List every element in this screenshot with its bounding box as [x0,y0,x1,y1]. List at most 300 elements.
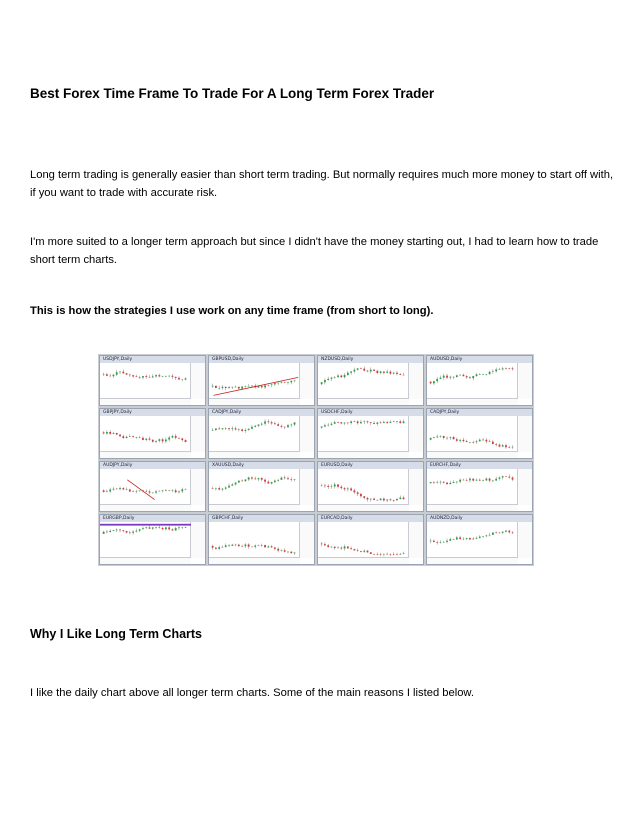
chart-thumbnail [317,355,424,406]
candle-body [340,548,342,549]
candle-body [324,425,326,426]
candle-body [482,440,484,441]
candle-body [284,478,286,479]
candle-body [482,374,484,375]
candle-body [440,436,442,437]
candle-body [119,530,121,531]
candle-body [261,478,263,480]
candle-body [476,538,478,539]
candle-body [162,490,164,491]
chart-thumbnail-title: AUDNZD,Daily [427,515,532,522]
candle-body [235,545,237,546]
candle-body [386,554,388,555]
candle-body [502,476,504,477]
candle-body [472,376,474,378]
trend-line [127,480,154,500]
candle-body [399,421,401,423]
candle-body [367,498,369,500]
candle-body [353,421,355,422]
candle-body [337,484,339,486]
candle-body [396,499,398,500]
candle-body [185,440,187,442]
candle-body [433,381,435,383]
candle-body [393,421,395,422]
candle-body [340,376,342,378]
chart-price-scale [299,416,314,452]
candle-body [344,375,346,377]
chart-thumbnail [99,461,206,512]
chart-thumbnail [99,408,206,459]
candle-body [218,547,220,549]
candle-body [334,547,336,548]
chart-time-axis [209,398,300,405]
chart-thumbnail-title: EURUSD,Daily [318,462,423,469]
candle-body [238,387,240,389]
candle-body [168,438,170,440]
candlestick-chart [209,416,300,452]
candle-body [363,551,365,552]
candle-body [152,440,154,442]
candle-body [294,422,296,424]
candle-body [350,371,352,372]
candle-body [472,539,474,540]
candle-body [172,529,174,530]
candle-body [244,386,246,387]
candle-body [119,372,121,373]
candle-body [274,383,276,384]
candle-body [228,545,230,546]
candle-body [353,490,355,492]
candle-body [327,379,329,380]
candlestick-chart [318,416,409,452]
candle-body [436,379,438,381]
candle-body [135,437,137,438]
candle-body [350,488,352,490]
candle-body [499,533,501,534]
candle-body [321,486,323,487]
chart-thumbnail-title: GBPUSD,Daily [209,356,314,363]
candle-body [376,500,378,501]
candle-body [505,368,507,369]
chart-time-axis [209,557,300,564]
candle-body [231,387,233,388]
candle-body [168,527,170,529]
candle-body [122,436,124,438]
candle-body [172,376,174,377]
candle-body [116,372,118,374]
trend-line [214,377,299,395]
candlestick-chart [318,469,409,505]
candle-body [215,488,217,489]
candle-body [238,429,240,430]
candle-body [294,479,296,480]
candle-body [383,422,385,423]
candle-body [327,425,329,426]
candle-body [495,479,497,481]
candle-body [469,377,471,378]
candle-body [287,382,289,383]
chart-price-scale [190,522,205,558]
chart-price-scale [299,363,314,399]
candle-body [261,545,263,546]
candle-body [126,373,128,374]
candle-body [132,532,134,533]
candle-body [370,552,372,554]
chart-price-scale [517,416,532,452]
candle-body [403,375,405,376]
candle-body [281,478,283,480]
chart-price-scale [190,469,205,505]
chart-thumbnail-title: CADJPY,Daily [427,409,532,416]
paragraph-daily-chart: I like the daily chart above all longer term charts. Some of the main reasons I listed below. [30,687,474,699]
candle-body [281,550,283,551]
candle-body [142,528,144,529]
candle-body [274,423,276,424]
candle-body [158,491,160,492]
candle-body [446,438,448,439]
chart-price-scale [408,416,423,452]
chart-time-axis [318,504,409,511]
candle-body [485,535,487,536]
candle-body [258,478,260,479]
candle-body [344,423,346,424]
paragraph-strategy-note: This is how the strategies I use work on any time frame (from short to long). [30,305,434,317]
candle-body [264,385,266,387]
candle-body [370,499,372,500]
candle-body [403,553,405,554]
candle-body [284,427,286,428]
candle-body [456,482,458,483]
candle-body [492,481,494,482]
candle-body [235,483,237,485]
candle-body [271,546,273,547]
candle-body [376,423,378,424]
candle-body [185,378,187,379]
chart-time-axis [100,451,191,458]
candle-body [367,421,369,422]
candle-body [103,490,105,492]
candle-body [155,527,157,528]
candle-body [462,375,464,376]
candle-body [373,499,375,500]
candle-body [142,438,144,440]
candlestick-chart [209,469,300,505]
chart-thumbnail [208,514,315,565]
candle-body [370,422,372,423]
candle-body [357,492,359,494]
candle-body [152,493,154,494]
candle-body [393,554,395,555]
candle-body [113,433,115,434]
candle-body [248,477,250,479]
candle-body [373,370,375,371]
candle-body [132,491,134,492]
candle-body [462,440,464,441]
candle-body [472,442,474,443]
candle-body [175,490,177,492]
candle-body [290,552,292,554]
candle-body [459,480,461,482]
candle-body [436,437,438,438]
candle-body [459,440,461,441]
chart-time-axis [427,557,518,564]
chart-thumbnail-title: USDCHF,Daily [318,409,423,416]
candle-body [446,376,448,378]
candle-body [390,422,392,423]
candle-body [277,383,279,384]
candle-body [357,550,359,551]
candle-body [505,445,507,447]
candle-body [103,374,105,375]
chart-thumbnail [317,408,424,459]
candle-body [459,537,461,539]
candle-body [222,547,224,548]
candle-body [172,490,174,491]
candle-body [129,533,131,534]
candle-body [327,545,329,547]
candle-body [135,376,137,377]
candle-body [231,428,233,429]
candle-body [403,498,405,500]
candle-body [440,378,442,379]
candle-body [254,545,256,546]
candle-body [376,554,378,555]
candle-body [466,376,468,377]
candle-body [337,422,339,423]
candle-body [155,375,157,376]
candle-body [267,546,269,547]
chart-time-axis [427,398,518,405]
candle-body [106,374,108,375]
candle-body [363,369,365,371]
candle-body [489,441,491,442]
candle-body [347,423,349,424]
candle-body [505,531,507,532]
candle-body [168,491,170,492]
paragraph-intro: Long term trading is generally easier than short term trading. But normally requires much more money to start off with, if you want to trade with accurate risk. [30,169,614,199]
candle-body [132,436,134,437]
candle-body [271,422,273,423]
candle-body [321,426,323,427]
chart-price-scale [190,416,205,452]
candle-body [449,539,451,541]
candle-body [337,376,339,378]
candle-body [347,373,349,375]
candlestick-chart [427,363,518,399]
candle-body [152,376,154,377]
candle-body [512,532,514,533]
candle-body [122,372,124,374]
candle-body [399,374,401,375]
candle-body [181,527,183,528]
candle-body [294,552,296,553]
candle-body [149,377,151,378]
candle-body [165,440,167,442]
candle-body [231,484,233,485]
candle-body [212,430,214,431]
candle-body [403,421,405,423]
candle-body [433,437,435,438]
candle-body [499,369,501,370]
candle-body [512,478,514,480]
candle-body [103,532,105,534]
candle-body [277,480,279,481]
candle-body [129,436,131,437]
resistance-band [100,524,191,526]
candle-body [155,441,157,442]
candle-body [267,421,269,422]
candle-body [499,445,501,447]
candle-body [334,422,336,424]
candle-body [287,552,289,553]
chart-thumbnail [208,461,315,512]
candle-body [228,486,230,488]
chart-price-scale [408,363,423,399]
candle-body [373,423,375,424]
candle-body [158,375,160,376]
candle-body [251,547,253,548]
candle-body [248,544,250,546]
candle-body [357,368,359,369]
chart-time-axis [100,504,191,511]
candlestick-chart [100,363,191,399]
candle-body [512,447,514,448]
candle-body [495,533,497,534]
candle-body [363,421,365,422]
candle-body [485,374,487,375]
candle-body [479,537,481,538]
candle-body [113,530,115,531]
candle-body [446,483,448,485]
candle-body [390,554,392,555]
candle-body [178,491,180,492]
candle-body [106,432,108,433]
candlestick-chart [427,416,518,452]
candlestick-chart [427,522,518,558]
candle-body [324,486,326,487]
candle-body [231,545,233,546]
candle-body [228,428,230,429]
candle-body [175,436,177,438]
document-title: Best Forex Time Frame To Trade For A Long Term Forex Trader [30,86,435,101]
chart-time-axis [100,398,191,405]
candle-body [492,442,494,444]
candle-body [225,387,227,388]
candle-body [479,374,481,375]
candle-body [116,489,118,490]
candle-body [181,489,183,491]
candle-body [453,377,455,378]
candle-body [155,491,157,492]
chart-time-axis [427,504,518,511]
candle-body [267,482,269,484]
candle-body [367,551,369,553]
candle-body [126,437,128,438]
candle-body [254,479,256,480]
chart-thumbnail [426,408,533,459]
candle-body [145,376,147,377]
chart-thumbnail-title: CADJPY,Daily [209,409,314,416]
chart-thumbnail-title: XAUUSD,Daily [209,462,314,469]
candle-body [145,527,147,528]
candle-body [281,426,283,427]
chart-time-axis [100,557,191,564]
candle-body [139,529,141,530]
candle-body [449,483,451,484]
candle-body [185,527,187,528]
candle-body [383,554,385,555]
chart-grid-image [98,354,534,566]
candle-body [103,432,105,433]
candle-body [165,527,167,529]
candle-body [264,421,266,423]
section-heading: Why I Like Long Term Charts [30,627,203,641]
candle-body [254,426,256,427]
chart-time-axis [318,557,409,564]
candle-body [165,376,167,377]
candle-body [340,422,342,423]
candle-body [347,546,349,548]
candle-body [178,378,180,380]
candle-body [449,377,451,378]
candle-body [456,537,458,539]
candle-body [430,382,432,384]
candle-body [456,375,458,377]
candle-body [244,544,246,546]
candle-body [380,371,382,372]
candle-body [443,376,445,378]
candle-body [106,491,108,492]
candle-body [178,438,180,439]
chart-price-scale [299,469,314,505]
candlestick-chart [100,522,191,558]
candle-body [380,423,382,424]
candle-body [331,378,333,379]
chart-thumbnail [426,461,533,512]
candle-body [261,424,263,425]
candle-body [212,488,214,489]
chart-thumbnail-title: EURCHF,Daily [427,462,532,469]
candle-body [396,373,398,374]
chart-thumbnail-title: EURCAD,Daily [318,515,423,522]
candle-body [396,421,398,422]
candle-body [139,438,141,439]
candle-body [222,387,224,388]
candle-body [181,439,183,441]
candle-body [106,532,108,533]
candle-body [502,368,504,369]
candle-body [350,421,352,423]
chart-thumbnail [208,355,315,406]
candle-body [334,377,336,378]
candle-body [248,386,250,387]
candle-body [290,381,292,382]
candle-body [430,541,432,542]
candle-body [502,532,504,533]
candle-body [212,386,214,387]
candlestick-chart [209,522,300,558]
candle-body [331,486,333,487]
chart-time-axis [209,504,300,511]
candle-body [218,429,220,430]
candle-body [264,480,266,482]
candle-body [162,439,164,441]
candle-body [489,535,491,536]
candle-body [225,488,227,489]
candle-body [350,548,352,549]
chart-thumbnail [317,514,424,565]
chart-thumbnail-title: AUDUSD,Daily [427,356,532,363]
